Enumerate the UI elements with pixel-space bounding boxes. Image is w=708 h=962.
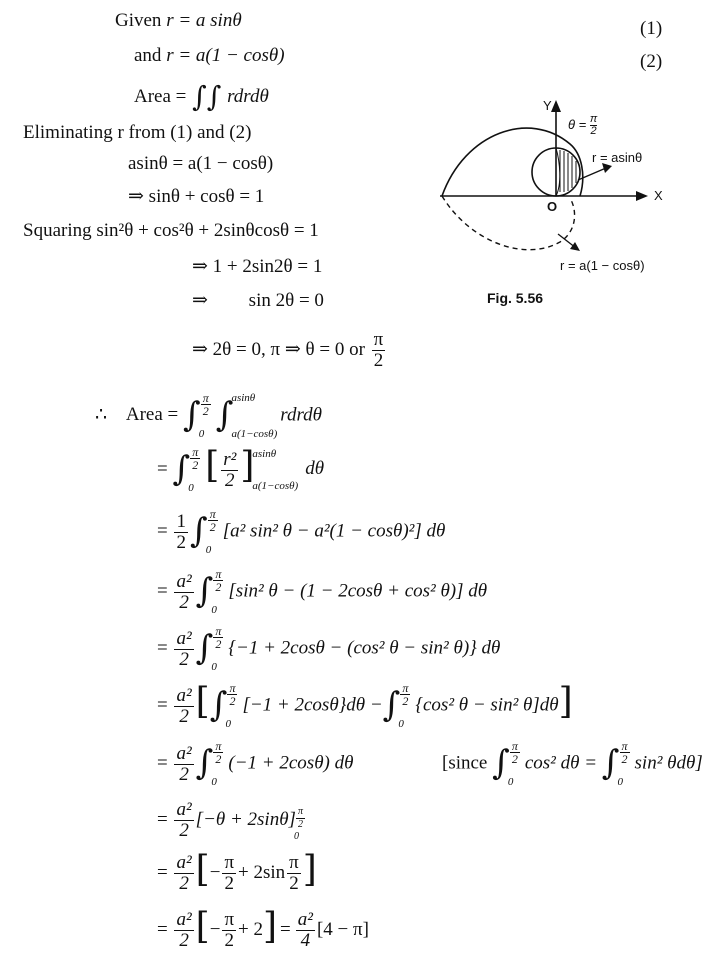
four-den: 4	[300, 930, 311, 951]
origin-label: O	[547, 199, 558, 214]
cardioid-circle-diagram	[410, 92, 680, 310]
y-axis-label: Y	[543, 98, 552, 113]
pi-num: π	[224, 852, 235, 873]
lim-den: 2	[202, 404, 209, 418]
since-mid: cos² dθ =	[524, 752, 598, 774]
given-line	[115, 10, 242, 32]
a2-num: a²	[176, 799, 192, 820]
r-squared: r²	[223, 448, 237, 470]
minus-sign: −	[209, 861, 221, 883]
sin2theta-zero: sin 2θ = 0	[248, 290, 324, 311]
area-step-4: = $\frac{\text{a²}}{2}$ ∫ $\frac{\pi}{2}$ 0 [sin² θ − (1 − 2cosθ + cos² θ)] dθ	[157, 567, 488, 616]
lim-den: 2	[511, 752, 518, 766]
s5-integrand: {−1 + 2cosθ − (cos² θ − sin² θ)} dθ	[228, 637, 501, 659]
eq-sign: =	[157, 580, 168, 602]
lim-lower: 0	[617, 776, 624, 788]
step-sin2theta: ⇒ 1 + 2sin2θ = 1	[192, 256, 323, 277]
lim-num: π	[209, 507, 216, 521]
theta-text: θ =	[568, 116, 587, 132]
inner-upper: asinθ	[231, 392, 256, 404]
lim-den: 2	[621, 752, 628, 766]
s4-integrand: [sin² θ − (1 − 2cosθ + cos² θ)] dθ	[228, 580, 488, 602]
a2-den: 2	[179, 705, 189, 727]
area-step-1: ∴ Area = ∫ $\frac{\pi}{2}$ 0 ∫ asinθ a(1−cosθ) rdrdθ	[95, 391, 322, 440]
a2-den: 2	[179, 820, 189, 841]
s6-part-b: {cos² θ − sin² θ]dθ	[415, 694, 559, 716]
lim-den: 2	[192, 458, 199, 472]
area-step-2: = ∫ $\frac{\pi}{2}$ 0 [ $\frac{\text{r²}}{2}$ ] asinθ a(1−cosθ) dθ	[157, 445, 325, 494]
lim-num: π	[402, 681, 409, 695]
eq-sign: =	[157, 808, 168, 830]
lim-den: 2	[215, 637, 222, 651]
since-open: [since	[442, 752, 488, 774]
theta-label	[568, 114, 597, 137]
eval-upper: asinθ	[252, 448, 277, 460]
since-note: [since ∫ $\frac{\pi}{2}$ 0 cos² dθ = ∫ $\frac{\pi}{2}$ 0 sin² θdθ]	[442, 739, 703, 788]
area-definition: Area = ∫∫ rdrdθ	[134, 80, 269, 113]
eq-sign: =	[157, 752, 168, 774]
area-step-8	[157, 800, 310, 841]
pi-num: π	[289, 852, 299, 873]
a2-num: a²	[176, 909, 192, 930]
lim-num: π	[215, 739, 222, 753]
s9-mid: + 2sin	[238, 861, 286, 883]
pi-den: 2	[224, 930, 234, 951]
minus-sign: −	[209, 918, 221, 940]
lim-den: 2	[297, 818, 303, 830]
lim-lower: 0	[205, 544, 212, 556]
pi-num: π	[224, 909, 235, 930]
s7-integrand: (−1 + 2cosθ) dθ	[228, 752, 354, 774]
frac-num: π	[373, 329, 384, 350]
lim-lower: 0	[211, 776, 217, 788]
theta-solution	[192, 330, 387, 371]
theta-frac-num: π	[589, 113, 598, 125]
squaring-line: Squaring sin²θ + cos²θ + 2sinθcosθ = 1	[23, 220, 319, 241]
given-label: Given	[115, 10, 167, 31]
lim-num: π	[297, 805, 303, 817]
theta-solution-text: ⇒ 2θ = 0, π ⇒ θ = 0 or	[192, 338, 365, 360]
lim-num: π	[229, 681, 236, 695]
eq-number-2: (2)	[640, 51, 663, 72]
frac-den: 2	[373, 350, 384, 371]
theta-frac-den: 2	[590, 125, 597, 137]
figure-5-56	[410, 92, 680, 310]
eq-sign: =	[157, 520, 168, 542]
a2-num: a²	[176, 627, 192, 649]
eq-sign: =	[157, 458, 168, 480]
eq-sign: =	[280, 918, 291, 940]
lim-num: π	[202, 391, 209, 405]
eq-sign: =	[157, 861, 168, 883]
elim-equation: asinθ = a(1 − cosθ)	[128, 153, 274, 174]
equation-2: r = a(1 − cosθ)	[166, 45, 285, 66]
s1-integrand: rdrdθ	[280, 404, 322, 426]
a2-den: 2	[179, 648, 189, 670]
s10-plus-two: + 2	[238, 918, 263, 940]
lim-den: 2	[402, 694, 409, 708]
area-label: Area =	[134, 86, 192, 107]
x-axis-arrow	[636, 191, 648, 201]
a2-num: a²	[176, 852, 192, 873]
eq-number-1: (1)	[640, 18, 663, 39]
and-line	[134, 45, 285, 67]
lim-lower: 0	[225, 718, 231, 730]
equation-1: r = a sinθ	[166, 10, 242, 31]
area-step-9: = $\frac{\text{a²}}{2}$ [− $\frac{\pi}{2}$ + 2sin $\frac{\pi}{2}$ ]	[157, 848, 317, 894]
s6-part-a: [−1 + 2cosθ}dθ −	[242, 694, 383, 716]
eq-sign: =	[157, 918, 168, 940]
area-step-7: = $\frac{\text{a²}}{2}$ ∫ $\frac{\pi}{2}$ 0 (−1 + 2cosθ) dθ	[157, 739, 354, 788]
x-axis-label: X	[654, 188, 663, 203]
therefore-symbol: ∴	[95, 404, 108, 426]
lim-num: π	[215, 624, 222, 638]
a2-num: a²	[297, 909, 313, 930]
lim-den: 2	[215, 580, 222, 594]
pi-over-2-fraction	[372, 330, 386, 371]
lim-num: π	[215, 567, 222, 581]
area-integrand: rdrdθ	[227, 86, 269, 107]
y-axis-arrow	[551, 100, 561, 112]
cardioid-upper	[442, 128, 583, 196]
lim-den: 2	[209, 520, 216, 534]
and-label: and	[134, 45, 167, 66]
sum-equation: ⇒ sinθ + cosθ = 1	[128, 186, 265, 207]
a2-den: 2	[179, 763, 189, 785]
area-step-3: = $\frac{1}{2}$ ∫ $\frac{\pi}{2}$ 0 [a² sin² θ − a²(1 − cosθ)²] dθ	[157, 507, 446, 556]
inner-lower: a(1−cosθ)	[231, 428, 278, 440]
s3-integrand: [a² sin² θ − a²(1 − cosθ)²] dθ	[222, 520, 446, 542]
lim-num: π	[192, 445, 199, 459]
two-den: 2	[225, 469, 235, 491]
pi-den: 2	[224, 873, 234, 894]
lim-lower: 0	[211, 604, 217, 616]
implies-symbol: ⇒	[192, 290, 208, 311]
area-label-2: Area =	[125, 404, 179, 426]
a2-den: 2	[179, 873, 189, 894]
area-step-5: = $\frac{\text{a²}}{2}$ ∫ $\frac{\pi}{2}$ 0 {−1 + 2cosθ − (cos² θ − sin² θ)} dθ	[157, 624, 501, 673]
since-close: sin² θdθ]	[634, 752, 703, 774]
lim-lower: 0	[211, 661, 217, 673]
lim-den: 2	[215, 752, 222, 766]
step-sin2theta-zero	[192, 290, 324, 312]
label-r-asin: r = asinθ	[592, 150, 643, 165]
d-theta: dθ	[305, 458, 325, 480]
lim-num: π	[621, 739, 628, 753]
lim-lower: 0	[507, 776, 514, 788]
a2-den: 2	[179, 930, 189, 951]
figure-caption: Fig. 5.56	[487, 290, 544, 306]
area-step-10: = $\frac{\text{a²}}{2}$ [− $\frac{\pi}{2}$ + 2] = $\frac{\text{a²}}{4}$ [4 − π]	[157, 905, 369, 951]
half-num: 1	[176, 510, 186, 532]
eq-sign: =	[157, 637, 168, 659]
a2-num: a²	[176, 570, 192, 592]
label-r-cos: r = a(1 − cosθ)	[560, 258, 645, 273]
final-answer: [4 − π]	[316, 918, 369, 940]
a2-num: a²	[176, 684, 192, 706]
lim-lower: 0	[198, 428, 205, 440]
lim-lower: 0	[398, 718, 404, 730]
pi-den: 2	[289, 873, 299, 894]
s8-bracket: [−θ + 2sinθ]	[195, 808, 296, 830]
theta-frac	[590, 114, 597, 137]
half-den: 2	[176, 531, 186, 553]
area-step-6: = $\frac{\text{a²}}{2}$ [∫ $\frac{\pi}{2}$ 0 [−1 + 2cosθ}dθ −∫ $\frac{\pi}{2}$ 0 {cos² θ − sin² θ]dθ]	[157, 681, 573, 730]
lim-den: 2	[229, 694, 236, 708]
lim-lower: 0	[293, 830, 299, 842]
lim-num: π	[511, 739, 518, 753]
a2-num: a²	[176, 742, 192, 764]
eq-sign: =	[157, 694, 168, 716]
eliminating-line: Eliminating r from (1) and (2)	[23, 122, 252, 143]
lim-lower: 0	[188, 482, 194, 494]
eval-lower: a(1−cosθ)	[252, 480, 299, 492]
a2-den: 2	[179, 591, 189, 613]
